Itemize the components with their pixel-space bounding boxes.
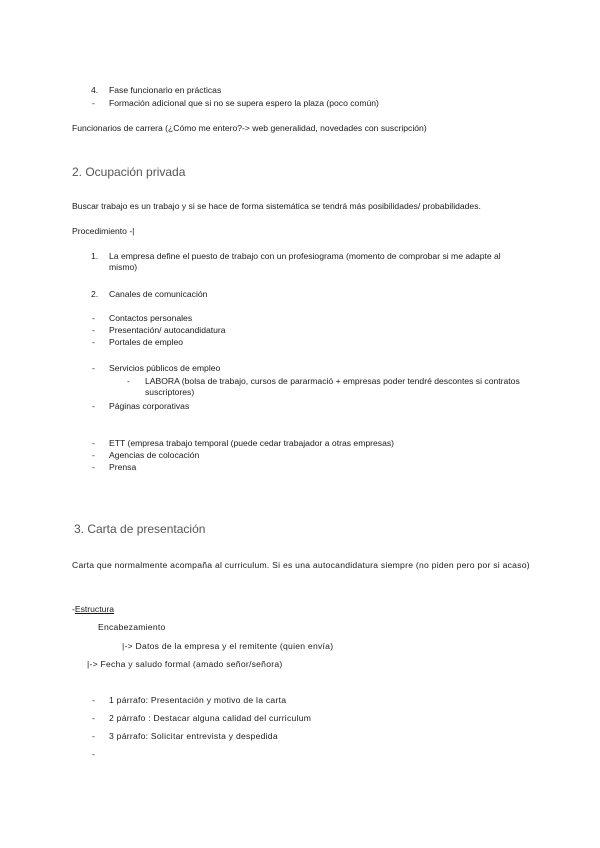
- bullet-dash: -: [92, 337, 95, 347]
- list-number: 4.: [91, 85, 99, 95]
- list-item-text: Portales de empleo: [109, 337, 184, 347]
- bullet-dash: -: [92, 325, 95, 335]
- bullet-dash: -: [92, 363, 95, 373]
- bullet-dash: -: [92, 462, 95, 472]
- bullet-dash: -: [92, 731, 95, 741]
- bullet-dash: -: [92, 313, 95, 323]
- bullet-dash: -: [92, 450, 95, 460]
- list-item-text: Contactos personales: [109, 313, 193, 323]
- list-item-text: ETT (empresa trabajo temporal (puede cedar trabajador a otras empresas): [109, 438, 395, 448]
- list-item-text: 2 párrafo : Destacar alguna calidad del curriculum: [109, 713, 312, 723]
- list-item-text: Servicios públicos de empleo: [109, 363, 221, 373]
- bullet-dash: -: [92, 749, 95, 759]
- bullet-dash: -: [92, 438, 95, 448]
- structure-heading: [72, 604, 114, 615]
- list-item-text: Prensa: [109, 462, 137, 472]
- bullet-dash: -: [92, 401, 95, 411]
- list-item-text: LABORA (bolsa de trabajo, cursos de pararmació + empresas poder tendré descontes si contratos suscriptores): [145, 376, 520, 397]
- structure-label: Estructura: [74, 604, 115, 614]
- list-item-text: 1 párrafo: Presentación y motivo de la carta: [109, 695, 287, 705]
- list-item-text: Canales de comunicación: [109, 289, 208, 299]
- list-item-text: 3 párrafo: Solicitar entrevista y despedida: [109, 731, 278, 741]
- list-number: 1.: [91, 251, 99, 261]
- list-item-text: Formación adicional que si no se supera espero la plaza (poco común): [109, 98, 379, 108]
- bullet-dash: -: [92, 695, 95, 705]
- list-item-text: Agencias de colocación: [109, 450, 200, 460]
- paragraph-carta-intro: Carta que normalmente acompaña al curriculum. Si es una autocandidatura siempre (no piden pero por si acaso): [72, 560, 530, 570]
- paragraph-intro: Buscar trabajo es un trabajo y si se hace de forma sistemática se tendrá más posibilidades/ probabilidades.: [72, 201, 481, 211]
- structure-prefix: -: [72, 604, 75, 614]
- date-line: |-> Fecha y saludo formal (amado señor/señora): [87, 659, 283, 669]
- list-item-text: La empresa define el puesto de trabajo con un profesiograma (momento de comprobar si me adapte al mismo): [109, 251, 501, 272]
- list-item-text: Presentación/ autocandidatura: [109, 325, 226, 335]
- paragraph-funcionarios: Funcionarios de carrera (¿Cómo me entero?-> web generalidad, novedades con suscripción): [72, 123, 427, 133]
- bullet-dash: -: [92, 98, 95, 108]
- procedure-label: Procedimiento -|: [72, 226, 135, 236]
- section-heading-ocupacion-privada: 2. Ocupación privada: [72, 165, 186, 179]
- bullet-dash: -: [92, 713, 95, 723]
- header-label: Encabezamiento: [98, 622, 166, 632]
- list-item-text: Páginas corporativas: [109, 401, 190, 411]
- section-heading-carta-presentacion: 3. Carta de presentación: [74, 522, 206, 536]
- list-item-text: Fase funcionario en prácticas: [109, 85, 222, 95]
- data-line: |-> Datos de la empresa y el remitente (quien envía): [122, 641, 334, 651]
- list-number: 2.: [91, 289, 99, 299]
- bullet-dash: -: [127, 376, 130, 386]
